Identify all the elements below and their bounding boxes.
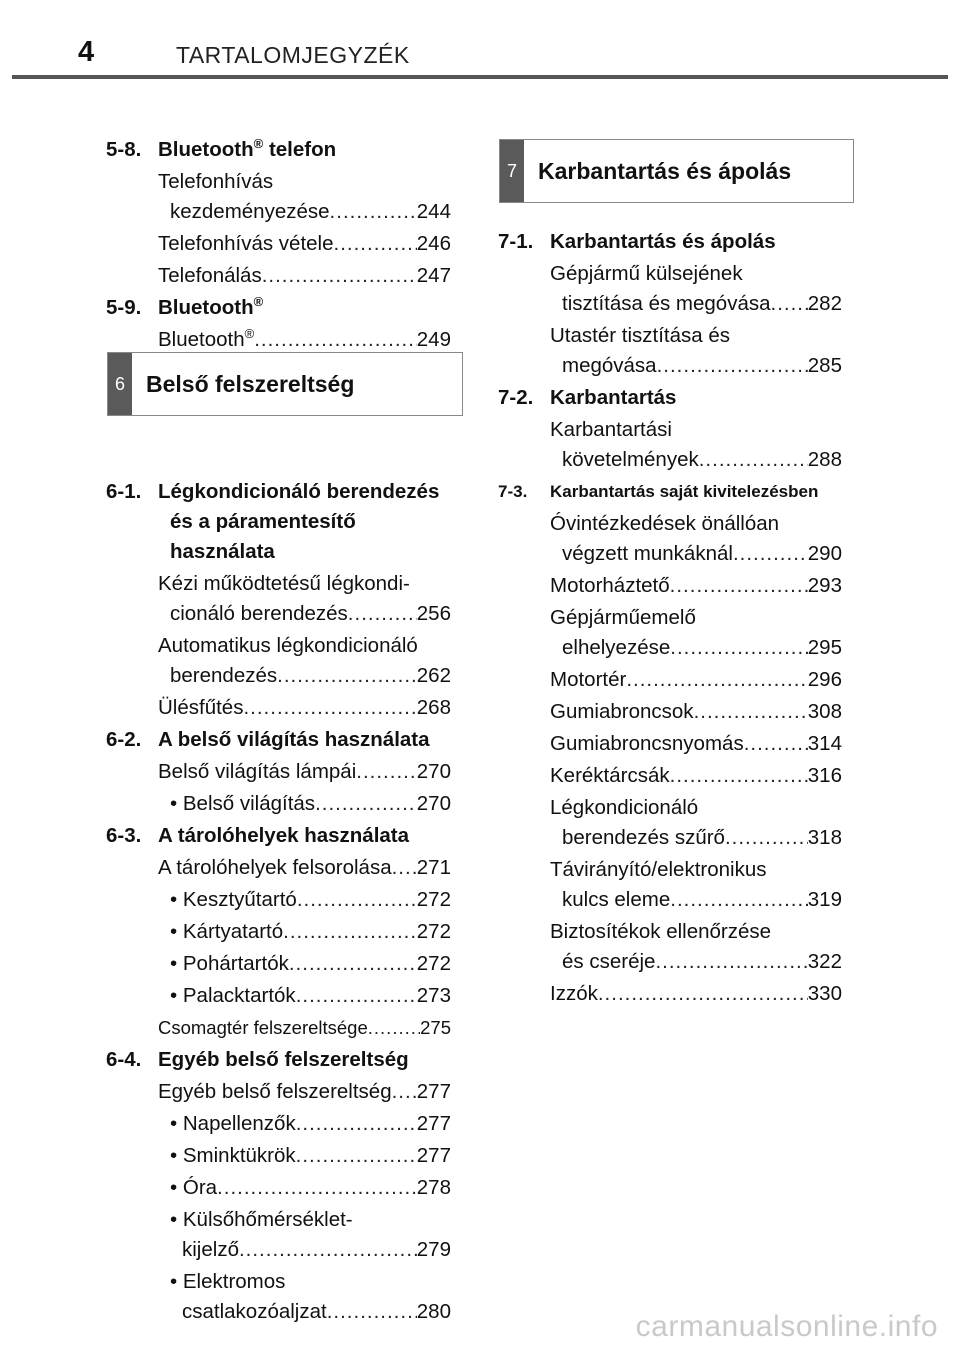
section-title: Bluetooth bbox=[158, 296, 254, 319]
chapter-title: Belső felszereltség bbox=[146, 370, 355, 397]
entry-text: Izzók bbox=[550, 982, 598, 1005]
page-ref: 270 bbox=[416, 760, 451, 783]
section-heading[interactable] bbox=[106, 725, 451, 755]
toc-entry[interactable] bbox=[498, 415, 842, 475]
page-ref: 247 bbox=[416, 264, 451, 287]
section-title: és a páramentesítő bbox=[170, 510, 356, 533]
section-number: 7-3. bbox=[498, 482, 528, 501]
entry-text: Gépjármű külsejének bbox=[550, 262, 743, 285]
toc-entry[interactable] bbox=[498, 509, 842, 569]
section-title: A tárolóhelyek használata bbox=[158, 824, 410, 847]
entry-text: A tárolóhelyek felsorolása bbox=[158, 856, 392, 879]
chapter-title: Karbantartás és ápolás bbox=[538, 157, 792, 184]
section-number: 6-1. bbox=[106, 480, 142, 503]
page-ref: 279 bbox=[416, 1238, 451, 1261]
toc-entry[interactable] bbox=[106, 569, 451, 629]
entry-text: • Napellenzők bbox=[170, 1112, 296, 1135]
toc-entry[interactable] bbox=[106, 949, 451, 979]
toc-entry[interactable] bbox=[106, 1173, 451, 1203]
toc-left-column bbox=[106, 133, 451, 1327]
entry-text: kezdeményezése bbox=[170, 200, 330, 223]
toc-entry[interactable] bbox=[106, 917, 451, 947]
toc-entry[interactable] bbox=[106, 853, 451, 883]
registered-mark: ® bbox=[253, 294, 264, 310]
section-heading[interactable] bbox=[106, 477, 451, 567]
entry-text: • Külsőhőmérséklet- bbox=[170, 1208, 353, 1231]
section-number: 7-1. bbox=[498, 230, 534, 253]
entry-text: • Palacktartók bbox=[170, 984, 296, 1007]
entry-text: • Óra bbox=[170, 1176, 218, 1199]
section-heading[interactable] bbox=[106, 293, 451, 323]
page-ref: 288 bbox=[807, 448, 842, 471]
section-heading[interactable] bbox=[106, 135, 451, 165]
page-ref: 275 bbox=[420, 1017, 451, 1038]
page-ref: 262 bbox=[416, 664, 451, 687]
toc-entry[interactable] bbox=[106, 1077, 451, 1107]
registered-mark: ® bbox=[244, 326, 255, 342]
toc-entry[interactable] bbox=[106, 1109, 451, 1139]
section-number: 5-8. bbox=[106, 138, 142, 161]
entry-text: Belső világítás lámpái bbox=[158, 760, 357, 783]
toc-entry[interactable] bbox=[498, 917, 842, 977]
section-title: Légkondicionáló berendezés bbox=[158, 480, 440, 503]
page-ref: 249 bbox=[416, 328, 451, 351]
page-ref: 330 bbox=[807, 982, 842, 1005]
page-ref: 244 bbox=[416, 200, 451, 223]
entry-text: • Pohártartók bbox=[170, 952, 289, 975]
toc-entry[interactable] bbox=[498, 321, 842, 381]
entry-text: Telefonálás bbox=[158, 264, 262, 287]
section-heading[interactable] bbox=[498, 383, 842, 413]
toc-entry[interactable] bbox=[106, 757, 451, 787]
entry-text: Utastér tisztítása és bbox=[550, 324, 731, 347]
toc-entry[interactable] bbox=[106, 325, 451, 355]
section-number: 6-4. bbox=[106, 1048, 142, 1071]
toc-entry[interactable] bbox=[498, 979, 842, 1009]
toc-entry[interactable] bbox=[106, 885, 451, 915]
page-ref: 272 bbox=[416, 952, 451, 975]
section-title-rest: telefon bbox=[263, 138, 337, 161]
toc-entry[interactable] bbox=[106, 631, 451, 691]
section-title: Bluetooth bbox=[158, 138, 254, 161]
page-ref: 282 bbox=[807, 292, 842, 315]
section-heading[interactable] bbox=[498, 477, 842, 507]
entry-text: elhelyezése bbox=[562, 636, 671, 659]
entry-text: Motortér bbox=[550, 668, 627, 691]
toc-entry[interactable] bbox=[498, 259, 842, 319]
toc-entry[interactable] bbox=[498, 855, 842, 915]
entry-text: Távirányító/elektronikus bbox=[550, 858, 767, 881]
toc-right-column bbox=[498, 225, 842, 1009]
page-ref: 277 bbox=[416, 1080, 451, 1103]
entry-text: • Elektromos bbox=[170, 1270, 286, 1293]
toc-entry[interactable] bbox=[498, 603, 842, 663]
page-number: 4 bbox=[78, 36, 95, 68]
page-ref: 280 bbox=[416, 1300, 451, 1323]
section-heading[interactable] bbox=[106, 1045, 451, 1075]
entry-text: • Sminktükrök bbox=[170, 1144, 296, 1167]
page-ref: 277 bbox=[416, 1144, 451, 1167]
entry-text: Biztosítékok ellenőrzése bbox=[550, 920, 772, 943]
entry-text: Gumiabroncsok bbox=[550, 700, 694, 723]
toc-entry[interactable] bbox=[498, 761, 842, 791]
page-header bbox=[0, 0, 960, 80]
page-ref: 314 bbox=[807, 732, 842, 755]
entry-text: • Kártyatartó bbox=[170, 920, 284, 943]
page-ref: 270 bbox=[416, 792, 451, 815]
toc-entry[interactable] bbox=[106, 229, 451, 259]
page-ref: 246 bbox=[416, 232, 451, 255]
toc-entry[interactable] bbox=[106, 167, 451, 227]
section-title: A belső világítás használata bbox=[158, 728, 430, 751]
toc-entry[interactable] bbox=[106, 981, 451, 1011]
section-title: használata bbox=[170, 540, 275, 563]
entry-text: követelmények bbox=[562, 448, 699, 471]
page-ref: 318 bbox=[807, 826, 842, 849]
entry-text: Csomagtér felszereltsége bbox=[158, 1017, 368, 1038]
page-ref: 295 bbox=[807, 636, 842, 659]
entry-text: Keréktárcsák bbox=[550, 764, 670, 787]
entry-text: megóvása bbox=[562, 354, 657, 377]
page-ref: 322 bbox=[807, 950, 842, 973]
entry-text: Kézi működtetésű légkondi- bbox=[158, 572, 410, 595]
section-number: 6-3. bbox=[106, 824, 142, 847]
entry-text: Automatikus légkondicionáló bbox=[158, 634, 418, 657]
page-ref: 271 bbox=[416, 856, 451, 879]
toc-entry[interactable] bbox=[106, 261, 451, 291]
toc-entry[interactable] bbox=[106, 1141, 451, 1171]
section-number: 6-2. bbox=[106, 728, 142, 751]
page-ref: 308 bbox=[807, 700, 842, 723]
entry-text: Gépjárműemelő bbox=[550, 606, 696, 629]
page-ref: 293 bbox=[807, 574, 842, 597]
toc-entry[interactable] bbox=[498, 665, 842, 695]
page-ref: 319 bbox=[807, 888, 842, 911]
entry-text: cionáló berendezés bbox=[170, 602, 348, 625]
entry-text: Egyéb belső felszereltség bbox=[158, 1080, 392, 1103]
section-title: Karbantartás és ápolás bbox=[550, 230, 776, 253]
toc-entry[interactable] bbox=[498, 697, 842, 727]
section-heading[interactable] bbox=[498, 227, 842, 257]
entry-text: Bluetooth bbox=[158, 328, 245, 351]
entry-text: • Belső világítás bbox=[170, 792, 316, 815]
entry-text: és cseréje bbox=[562, 950, 656, 973]
registered-mark: ® bbox=[253, 136, 264, 152]
entry-text: végzett munkáknál bbox=[562, 542, 733, 565]
chapter-number-tab: 7 bbox=[500, 140, 524, 202]
toc-entry[interactable] bbox=[106, 1267, 451, 1327]
entry-text: • Kesztyűtartó bbox=[170, 888, 297, 911]
toc-entry[interactable] bbox=[498, 793, 842, 853]
entry-text: Telefonhívás vétele bbox=[158, 232, 334, 255]
entry-text: kulcs eleme bbox=[562, 888, 671, 911]
entry-text: Gumiabroncsnyomás bbox=[550, 732, 744, 755]
section-heading[interactable] bbox=[106, 821, 451, 851]
page-ref: 278 bbox=[416, 1176, 451, 1199]
chapter-number-tab: 6 bbox=[108, 353, 132, 415]
page-ref: 268 bbox=[416, 696, 451, 719]
entry-text: csatlakozóaljzat bbox=[182, 1300, 327, 1323]
section-number: 7-2. bbox=[498, 386, 534, 409]
entry-text: Telefonhívás bbox=[158, 170, 274, 193]
toc-entry[interactable] bbox=[106, 789, 451, 819]
entry-text: Óvintézkedések önállóan bbox=[550, 512, 780, 535]
page-ref: 272 bbox=[416, 888, 451, 911]
page-ref: 296 bbox=[807, 668, 842, 691]
section-title: Egyéb belső felszereltség bbox=[158, 1048, 409, 1071]
page-ref: 277 bbox=[416, 1112, 451, 1135]
page-ref: 273 bbox=[416, 984, 451, 1007]
entry-text: Légkondicionáló bbox=[550, 796, 699, 819]
page-ref: 285 bbox=[807, 354, 842, 377]
section-title: Karbantartás bbox=[550, 386, 677, 409]
watermark: carmanualsonline.info bbox=[635, 1310, 938, 1343]
entry-text: Ülésfűtés bbox=[158, 696, 244, 719]
page-ref: 290 bbox=[807, 542, 842, 565]
page-ref: 316 bbox=[807, 764, 842, 787]
page-ref: 256 bbox=[416, 602, 451, 625]
entry-text: berendezés bbox=[170, 664, 278, 687]
toc-entry[interactable] bbox=[106, 1013, 451, 1043]
entry-text: berendezés szűrő bbox=[562, 826, 725, 849]
toc-entry[interactable] bbox=[106, 1205, 451, 1265]
entry-text: Karbantartási bbox=[550, 418, 672, 441]
entry-text: tisztítása és megóvása bbox=[562, 292, 771, 315]
section-number: 5-9. bbox=[106, 296, 142, 319]
page-title: TARTALOMJEGYZÉK bbox=[176, 42, 410, 68]
toc-entry[interactable] bbox=[498, 571, 842, 601]
page-ref: 272 bbox=[416, 920, 451, 943]
toc-entry[interactable] bbox=[498, 729, 842, 759]
entry-text: Motorháztető bbox=[550, 574, 670, 597]
section-title: Karbantartás saját kivitelezésben bbox=[550, 482, 819, 501]
header-divider bbox=[12, 75, 948, 79]
chapter-7-banner[interactable] bbox=[499, 139, 854, 203]
toc-entry[interactable] bbox=[106, 693, 451, 723]
entry-text: kijelző bbox=[182, 1238, 239, 1261]
